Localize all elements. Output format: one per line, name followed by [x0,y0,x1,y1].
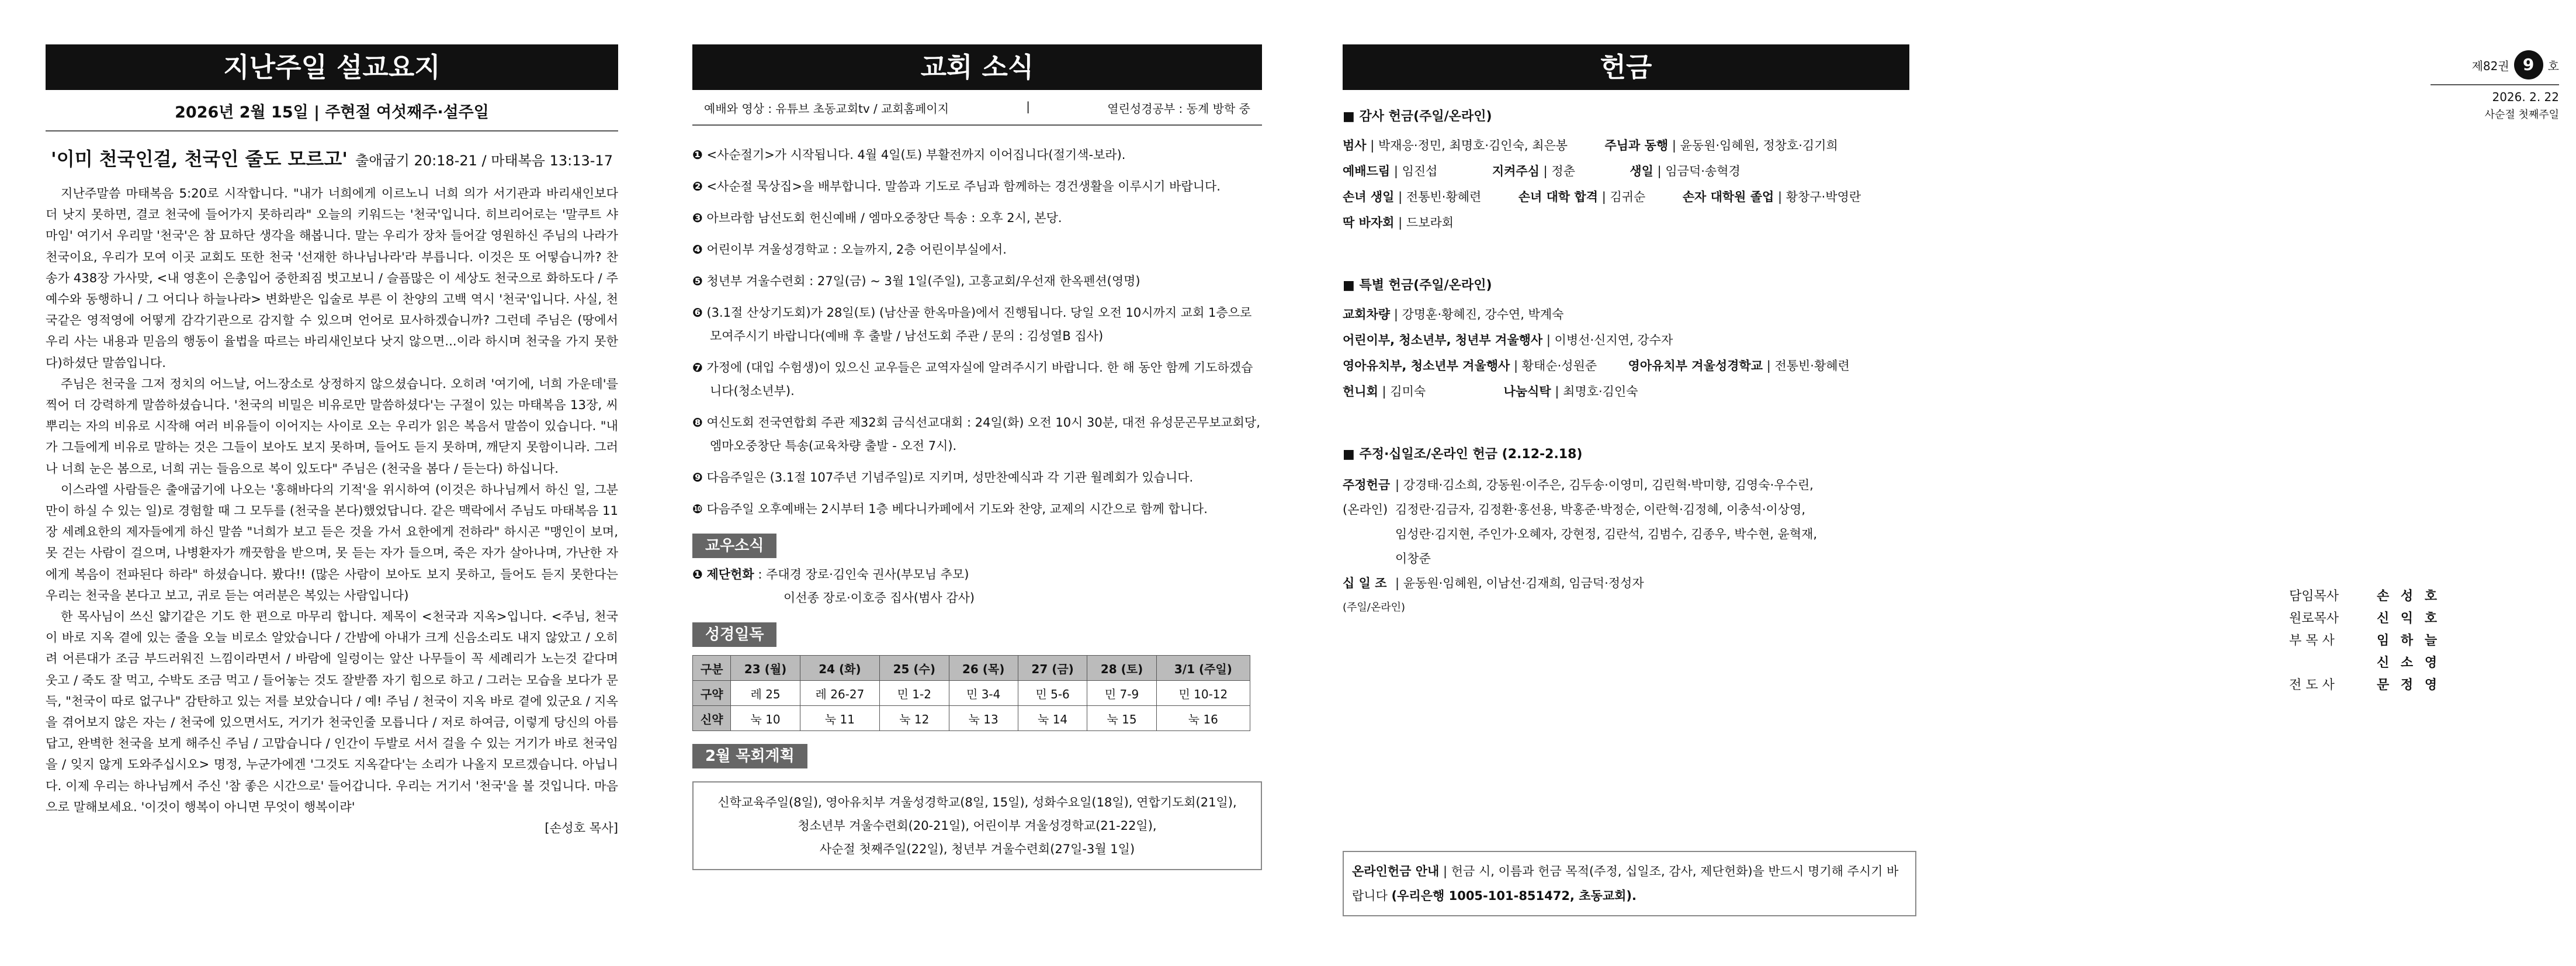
offering-header: 헌금 [1343,44,1909,90]
table-row: 구약 레 25 레 26-27 민 1-2 민 3-4 민 5-6 민 7-9 민 10-12 [693,681,1250,706]
bible-study-info: 열린성경공부 : 동계 방학 중 [1107,102,1250,116]
masthead [2431,50,2559,122]
masthead-divider [2431,84,2559,85]
news-item: ❶ <사순절기>가 시작됩니다. 4월 4일(토) 부활전까지 이어집니다(절기색-보라). [692,148,1126,162]
sermon-author: [손성호 목사] [545,820,618,836]
list-item: 이창준 [1395,552,1431,566]
news-item: ❹ 어린이부 겨울성경학교 : 오늘까지, 2층 어린이부실에서. [692,243,1007,257]
notice-text: | 헌금 시, 이름과 헌금 목적(주정, 십일조, 감사, 제단헌화)을 반드시 명기해 주시기 바랍니다 [1352,864,1899,903]
list-item: 어린이부, 청소년부, 청년부 겨울행사 | 이병선·신지연, 강수자 [1343,333,1673,347]
list-item: 부 목 사 임 하 늘 [2289,633,2441,648]
news-item: ❾ 다음주일은 (3.1절 107주년 기념주일)로 지키며, 성만찬예식과 각 기관 월례회가 있습니다. [692,470,1194,484]
bible-reading-header: 성경일독 [692,622,776,647]
news-list [692,143,1262,521]
sermon-paragraph: 지난주말씀 마태복음 5:20로 시작합니다. "내가 너희에게 이르노니 너희 의가 서기관과 바리새인보다 더 낫지 못하면, 결코 천국에 들어가지 못하리라" 오늘의 키워드는 '천국'입니다. 히브리어로는 '말쿠트 샤마임' 여기서 우리말 '천국'은 참 묘하단 생각을 해봅니다. 말는 우리가 장차 들어갈 영원하신 주님의 나라가 천국이요, 우리가 모여 이곳 교회도 또한 천국 '선재한 하나님나라'라 부릅니다. 이것은 또 어떻습니까? 찬송가 438장 가사맞, <내 영혼이 은총입어 중한죄짐 벗고보니 / 슬픔많은 이 세상도 천국으로 화하도다 / 주 예수와 동행하니 / 그 어디나 하늘나라> 변화받은 입술로 부른 이 찬양의 고백 역시 '천국'입니다. 사실, 천국같은 영적영에 어떻게 감각기관으로 감지할 수 있으며 언어로 묘사하겠습니까? 그런데 주님은 (땅에서 우리 사는 내용과 믿음의 행동이 율법을 따르는 바리새인보다 낫지 않으면...이라 하시며 천국을 가지 못한다)하셨단 말씀입니다. [46,186,618,370]
bible-reading-table [692,655,1250,731]
bank-account: (우리은행 1005-101-851472, 초동교회). [1391,889,1637,903]
member-news-header: 교우소식 [692,534,776,558]
special-offering-heading: ■ 특별 헌금(주일/온라인) [1343,278,1492,293]
thanks-offering-heading: ■ 감사 헌금(주일/온라인) [1343,109,1492,124]
broadcast-info: 예배와 영상 : 유튜브 초동교회tv / 교회홈페이지 [704,102,949,116]
sermon-body [46,183,618,839]
list-item: 헌니회 | 김미숙 나눔식탁 | 최명호·김인숙 [1343,385,1638,399]
monthly-plan-section [692,744,1262,870]
news-subline [692,99,1262,126]
list-item: 원로목사 신 익 호 [2289,611,2441,626]
list-item: 딱 바자회 | 드보라회 [1343,216,1454,230]
list-item: 범사 | 박재응·정민, 최명호·김인숙, 최은봉 주님과 동행 | 윤동원·임혜원, 정창호·김기희 [1343,139,1838,153]
sermon-column [46,44,618,839]
news-item: ❷ <사순절 묵상집>을 배부합니다. 말씀과 기도로 주님과 함께하는 경건생활을 이루시기 바랍니다. [692,179,1221,193]
list-item: (온라인) 김정란·김금자, 김정환·홍선용, 박홍준·박정순, 이란혁·김정혜, 이충석·이상영, [1343,503,1806,517]
list-item: 담임목사 손 성 호 [2289,589,2441,604]
news-column [692,44,1262,870]
table-row: 신약 눅 10 눅 11 눅 12 눅 13 눅 14 눅 15 눅 16 [693,706,1250,731]
online-offering-notice [1343,851,1916,916]
monthly-plan-header: 2월 목회계획 [692,744,807,768]
sermon-paragraph: 주님은 천국을 그저 정치의 어느날, 어느장소로 상정하지 않으셨습니다. 오히려 '여기에, 너희 가운데'를 찍어 더 강력하게 말씀하셨습니다. '천국의 비밀은 비유로만 말씀하셨다'는 구절이 있는 마태복음 13장, 씨 뿌리는 자의 비유로 시작해 여러 비유들이 이어지는 사이로 오는 우리가 읽은 복음서 말씀이 있습니다. "내가 그들에게 비유로 말하는 것은 그들이 보아도 보지 못하며, 들어도 듣지 못하며, 깨닫지 못함이니라. 그러나 너희 눈은 봄으로, 너희 귀는 들음으로 복이 있도다" 주님은 (천국을 봄다 / 듣는다) 하십니다. [46,376,618,476]
liturgical-day: 사순절 첫째주일 [2484,109,2559,121]
news-item: ❸ 아브라함 남선도회 헌신예배 / 엠마오중창단 특송 : 오후 2시, 본당. [692,211,1062,225]
list-item: 신 소 영 [2377,656,2441,670]
member-news-section [692,534,1262,610]
thanks-offering-list [1343,133,1909,236]
sermon-paragraph: 한 목사님이 쓰신 얇기같은 기도 한 편으로 마무리 합니다. 제목이 <천국과 지옥>입니다. <주님, 천국이 바로 지옥 곁에 있는 줄을 오늘 비로소 알았습니다 / 간밤에 아내가 크게 신음소리도 내지 않았고 / 오히려 어른대가 조금 부드러워진 느낌이라면서 / 바람에 일렁이는 앞산 나무들이 꼭 세례리가 노는것 같다며 웃고 / 죽도 잘 먹고, 수박도 조금 먹고 / 들어놓는 것도 잘받쯤 자기 힘으로 하고 / 그러는 모습을 보다가 문득, "천국이 따로 없구나" 감탄하고 있는 저를 보았습니다 / 예! 주님 / 천국이 지옥 바로 곁에 있군요 / 지옥을 겪어보지 않은 자는 / 천국에 있으면서도, 거기가 천국인줄 모릅니다 / 저로 하여금, 이렇게 당신의 아름답고, 완벽한 천국을 보게 해주신 주님 / 고맙습니다 / 인간이 두발로 서서 걸을 수 있는 거기가 바로 천국임을 / 잊지 않게 도와주십시오> 명정, 누군가에겐 '그것도 지옥같다'는 소리가 나올지 모르겠습니다. 아닙니다. 이제 우리는 하나님께서 주신 '참 좋은 시간으로' 들어갑니다. 우리는 거기서 '천국'을 볼 것입니다. 마음으로 말해보세요. '이것이 행복이 아니면 무엇이 행복이랴' [46,609,618,814]
list-item: 손녀 생일 | 전통빈·황혜련 손녀 대학 합격 | 김귀순 손자 대학원 졸업 | 황창구·박영란 [1343,190,1861,204]
list-item: 영아유치부, 청소년부 겨울행사 | 황태순·성원준 영아유치부 겨울성경학교 | 전통빈·황혜련 [1343,359,1850,373]
list-item: 예배드림 | 임진섭 지켜주심 | 정춘 생일 | 임금덕·송혁경 [1343,164,1741,178]
notice-label: 온라인헌금 안내 [1352,864,1440,878]
bulletin-date: 2026. 2. 22 [2492,90,2559,104]
news-item: ❼ 가정에 (대입 수험생)이 있으신 교우들은 교역자실에 알려주시기 바랍니다. 한 해 동안 함께 기도하겠습니다(청소년부). [692,361,1253,398]
sermon-title-block [46,144,618,171]
list-item: 전 도 사 문 정 영 [2289,678,2441,693]
news-item: ❿ 다음주일 오후예배는 2시부터 1층 베다니카페에서 기도와 찬양, 교제의 시간으로 함께 합니다. [692,502,1208,516]
altar-flower-label: 제단헌화 [706,567,754,581]
list-item: 십 일 조 | 윤동원·임혜원, 이남선·김재희, 임금덕·정성자 [1343,576,1644,590]
list-item: (주일/온라인) [1343,601,1406,614]
list-item: 주정헌금 | 강경태·김소희, 강동원·이주은, 김두송·이영미, 김린혁·박미향, 김영숙·우수린, [1343,478,1814,492]
news-item: ❽ 여신도회 전국연합회 주관 제32회 금식선교대회 : 24일(화) 오전 10시 30분, 대전 유성문곤무보교회당, 엠마오중창단 특송(교육차량 출발 - 오전 7시). [692,416,1260,453]
sermon-scripture-ref: 출애굽기 20:18-21 / 마태복음 13:13-17 [355,153,613,169]
tithe-heading: ■ 주정·십일조/온라인 헌금 (2.12-2.18) [1343,447,1583,462]
table-row: 구분 23 (월) 24 (화) 25 (수) 26 (목) 27 (금) 28 (토) 3/1 (주일) [693,656,1250,681]
sermon-date-line: 2026년 2월 15일 | 주현절 여섯째주·설주일 [46,99,618,131]
sermon-paragraph: 이스라엘 사람들은 출애굽기에 나오는 '홍해바다의 기적'을 위시하여 (이것은 하나님께서 하신 일, 그분만이 하실 수 있는 일)로 경험할 때 그 모두를 (천국을 본다)했었답니다. 같은 맥락에서 주님도 마태복음 11장 세례요한의 제자들에게 하신 말씀 "너희가 보고 듣은 것을 가서 요한에게 전하라" 하시곤 "맹인이 보며, 못 걷는 사람이 걸으며, 나병환자가 깨끗함을 받으며, 못 듣는 자가 들으며, 죽은 자가 살아나며, 가난한 자에게 복음이 전파된다 하라" 하셨습니다. 봤다!! (많은 사람이 보아도 보지 못하고, 들어도 듣지 못한다는 우리는 천국을 본다고 보고, 귀로 듣는 여러분은 복있는 사람입니다) [46,482,619,603]
list-item: 교회차량 | 강명훈·황혜진, 강수연, 박계숙 [1343,307,1564,321]
tithe-list [1343,473,1909,620]
monthly-plan-box: 신학교육주일(8일), 영아유치부 겨울성경학교(8일, 15일), 성화수요일(18일), 연합기도회(21일), 청소년부 겨울수련회(20-21일), 어린이부 겨울성경학교(21-22일), 사순절 첫째주일(22일), 청년부 겨울수련회(27일-3월 1일) [692,781,1262,870]
sermon-title: '이미 천국인걸, 천국인 줄도 모르고' [51,148,348,170]
offering-column [1343,44,1909,903]
news-item: ❺ 청년부 겨울수련회 : 27일(금) ~ 3월 1일(주일), 고흥교회/우선재 한옥펜션(영명) [692,274,1140,288]
issue-suffix: 호 [2547,58,2559,73]
issue-number-badge: 9 [2514,50,2543,79]
sermon-header: 지난주일 설교요지 [46,44,618,90]
subline-separator: | [1026,99,1031,113]
news-item: ❻ (3.1절 산상기도회)가 28일(토) (남산골 한옥마을)에서 진행됩니다. 당일 오전 10시까지 교회 1층으로 모여주시기 바랍니다(예배 후 출발 / 남선도회 주관 / 문의 : 김성열B 집사) [692,306,1252,343]
volume-issue [2431,50,2559,79]
list-item: 임성란·김지현, 주인가·오혜자, 강현정, 김란석, 김범수, 김종우, 박수현, 윤혁재, [1395,527,1818,541]
staff-list [2289,586,2440,697]
member-news-body: ❶ 제단헌화 : 주대경 장로·김인숙 권사(부모님 추모) 이선종 장로·이호증 집사(범사 감사) [692,567,975,605]
special-offering-list [1343,302,1909,404]
bible-reading-section [692,622,1262,731]
volume-label: 제82권 [2471,58,2509,73]
news-header: 교회 소식 [692,44,1262,90]
